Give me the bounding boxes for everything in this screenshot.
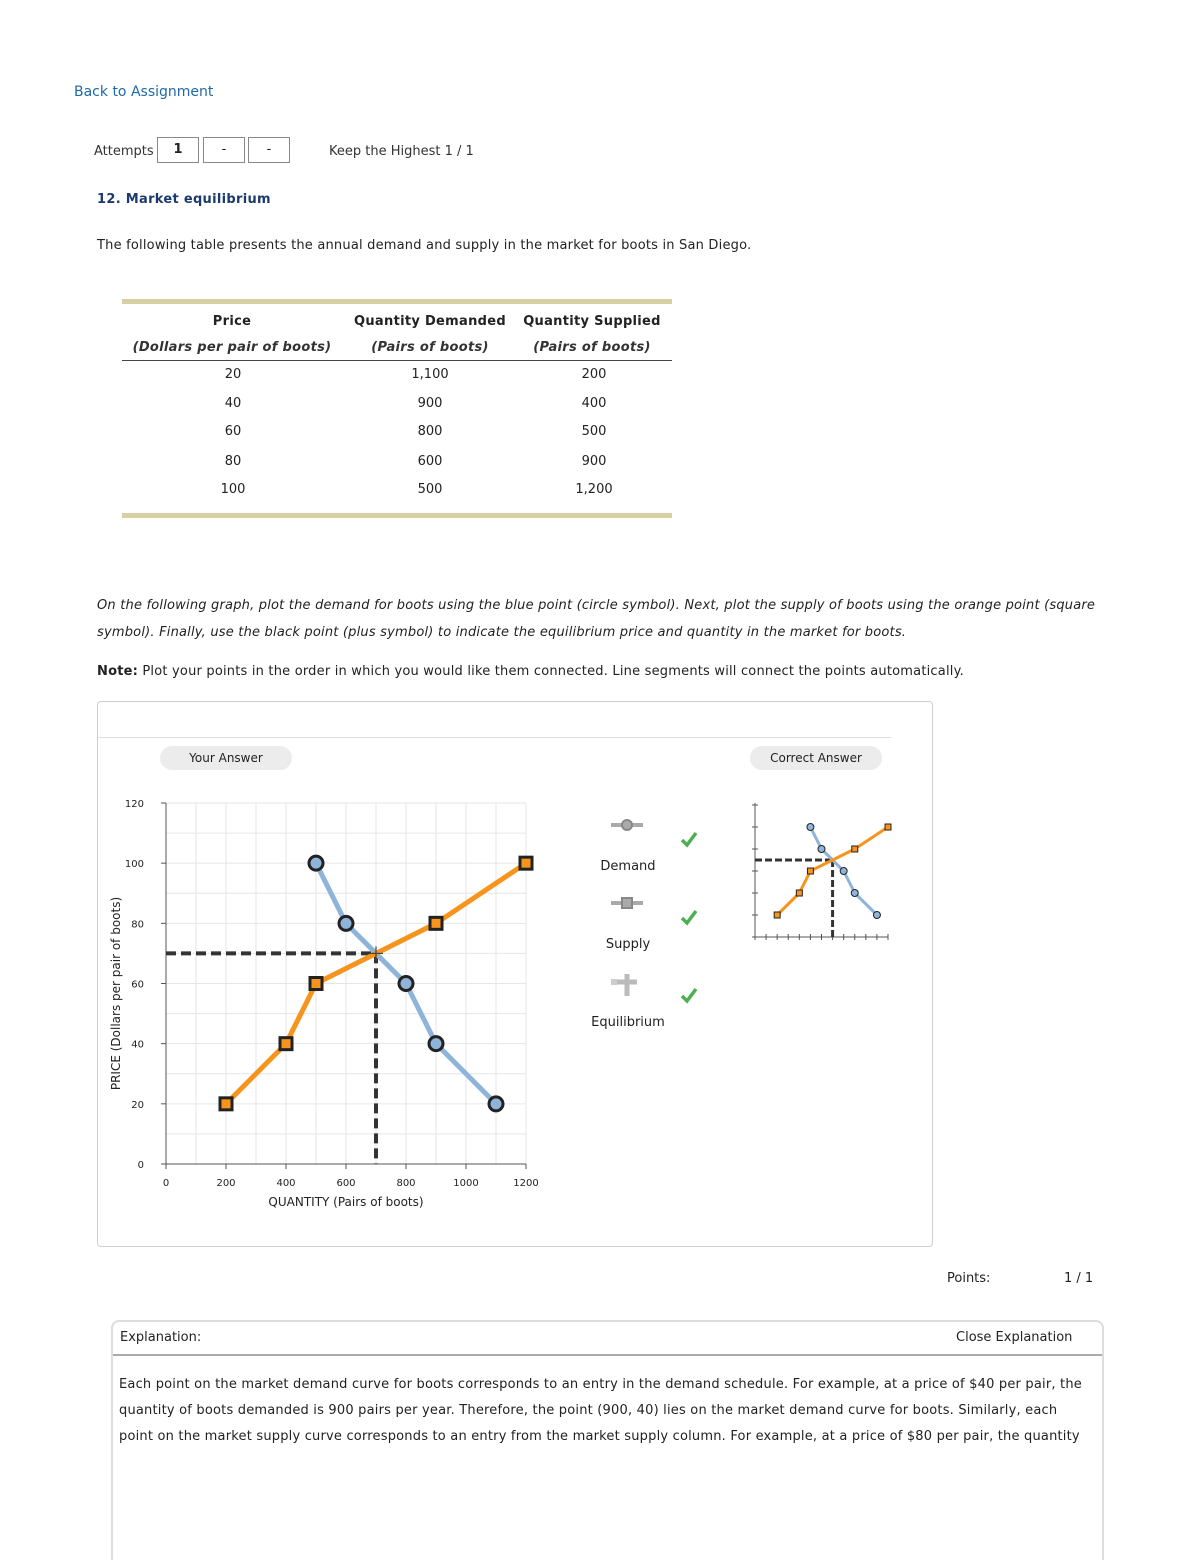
x-tick-label: 600 [336, 1178, 356, 1189]
supply-point [310, 978, 322, 990]
x-tick-label: 1200 [513, 1178, 539, 1189]
table-cell: 1,100 [411, 367, 449, 382]
supply-point [220, 1098, 232, 1110]
table-cell: 1,200 [575, 482, 613, 497]
table-cell: 100 [220, 482, 246, 497]
points-value: 1 / 1 [1064, 1271, 1094, 1286]
correct-answer-chart [745, 795, 900, 950]
table-header-price: Price [212, 314, 252, 329]
x-tick-label: 0 [162, 1178, 170, 1189]
supply-point [430, 917, 442, 929]
table-cell: 80 [224, 454, 242, 469]
demand-tool-icon[interactable] [611, 820, 643, 830]
table-header-quantity-supplied: Quantity Supplied [523, 314, 661, 329]
mini-supply-point [807, 868, 813, 874]
instructions-line-1: On the following graph, plot the demand for boots using the blue point (circle symbol). Next, plot the supply of boots using the orange point (square [97, 598, 1096, 613]
tool-label-equilibrium: Equilibrium [591, 1015, 665, 1030]
y-axis-label: PRICE (Dollars per pair of boots) [109, 896, 123, 1091]
table-cell: 500 [417, 482, 443, 497]
demand-check-icon [682, 833, 696, 845]
x-axis-label: QUANTITY (Pairs of boots) [268, 1195, 424, 1209]
graph-toolbar-divider [98, 737, 891, 738]
mini-demand-point [873, 912, 880, 919]
mini-supply-point [796, 890, 802, 896]
y-tick-label: 120 [124, 799, 144, 810]
question-title: 12. Market equilibrium [97, 192, 271, 207]
tool-palette [605, 812, 705, 1012]
mini-supply-point [774, 912, 780, 918]
y-tick-label: 60 [131, 979, 144, 991]
chart-axes [125, 799, 539, 1189]
mini-demand-point [840, 868, 847, 875]
demand-point [489, 1097, 503, 1111]
back-to-assignment-link[interactable]: Back to Assignment [74, 84, 214, 100]
table-cell: 900 [581, 454, 607, 469]
table-cell: 900 [417, 396, 443, 411]
attempts-label: Attempts [94, 144, 154, 159]
mini-chart-axes [752, 803, 888, 940]
note: Note: Plot your points in the order in which you would like them connected. Line segments will connect the points automatically. [97, 664, 964, 679]
table-cell: 400 [581, 396, 607, 411]
supply-tool-icon[interactable] [611, 898, 643, 908]
question-intro: The following table presents the annual demand and supply in the market for boots in San Diego. [97, 238, 752, 253]
x-tick-label: 200 [216, 1178, 236, 1189]
tool-label-supply: Supply [605, 937, 651, 952]
y-tick-label: 0 [137, 1160, 144, 1171]
equilibrium-tool-icon[interactable] [611, 974, 637, 996]
mini-supply-point [852, 846, 858, 852]
supply-point [280, 1038, 292, 1050]
demand-point [339, 916, 353, 930]
table-cell: 200 [581, 367, 607, 382]
explanation-label: Explanation: [120, 1330, 202, 1345]
table-cell: 40 [224, 396, 242, 411]
table-bottom-rule [122, 513, 672, 518]
x-tick-label: 1000 [453, 1178, 479, 1189]
attempt-box-3: - [248, 137, 290, 163]
tool-label-demand: Demand [600, 859, 656, 874]
instructions-line-2: symbol). Finally, use the black point (plus symbol) to indicate the equilibrium price and quantity in the market for boots. [97, 625, 907, 640]
explanation-divider [113, 1354, 1102, 1356]
table-top-rule [122, 299, 672, 304]
table-subheader-quantity-supplied: (Pairs of boots) [533, 340, 651, 355]
attempt-box-2: - [203, 137, 245, 163]
supply-check-icon [682, 911, 696, 923]
mini-demand-point [818, 846, 825, 853]
table-cell: 500 [581, 424, 607, 439]
table-cell: 20 [224, 367, 242, 382]
table-header-rule [122, 360, 672, 361]
table-subheader-quantity-demanded: (Pairs of boots) [371, 340, 489, 355]
supply-point [520, 857, 532, 869]
mini-demand-point [851, 890, 858, 897]
table-cell: 600 [417, 454, 443, 469]
keep-highest-label: Keep the Highest 1 / 1 [329, 144, 474, 159]
demand-point [429, 1037, 443, 1051]
mini-supply-point [885, 824, 891, 830]
table-cell: 800 [417, 424, 443, 439]
table-subheader-price: (Dollars per pair of boots) [132, 340, 332, 355]
equilibrium-check-icon [682, 989, 696, 1001]
y-tick-label: 20 [131, 1099, 144, 1111]
x-tick-label: 400 [276, 1178, 296, 1189]
y-tick-label: 80 [131, 919, 144, 931]
attempt-box-1: 1 [157, 137, 199, 163]
y-tick-label: 100 [124, 859, 144, 871]
demand-point [399, 977, 413, 991]
close-explanation-button[interactable]: Close Explanation [956, 1330, 1073, 1345]
mini-demand-point [807, 824, 814, 831]
x-tick-label: 800 [396, 1178, 416, 1189]
y-tick-label: 40 [131, 1039, 144, 1051]
demand-point [309, 856, 323, 870]
table-header-quantity-demanded: Quantity Demanded [354, 314, 506, 329]
main-chart[interactable] [100, 790, 560, 1220]
your-answer-tab[interactable]: Your Answer [160, 746, 292, 770]
table-cell: 60 [224, 424, 242, 439]
points-label: Points: [947, 1271, 991, 1286]
explanation-text: Each point on the market demand curve for boots corresponds to an entry in the demand schedule. For example, at a price of $40 per pair, the quantity of boots demanded is 900 pairs per year. Therefore, the point (900, 40) lies on the market demand curve for boots. Similarly, each point on the market supply curve corresponds to an entry from the market supply column. For example, at a price of $80 per pair, the quantity [119, 1377, 1082, 1444]
correct-answer-tab[interactable]: Correct Answer [750, 746, 882, 770]
